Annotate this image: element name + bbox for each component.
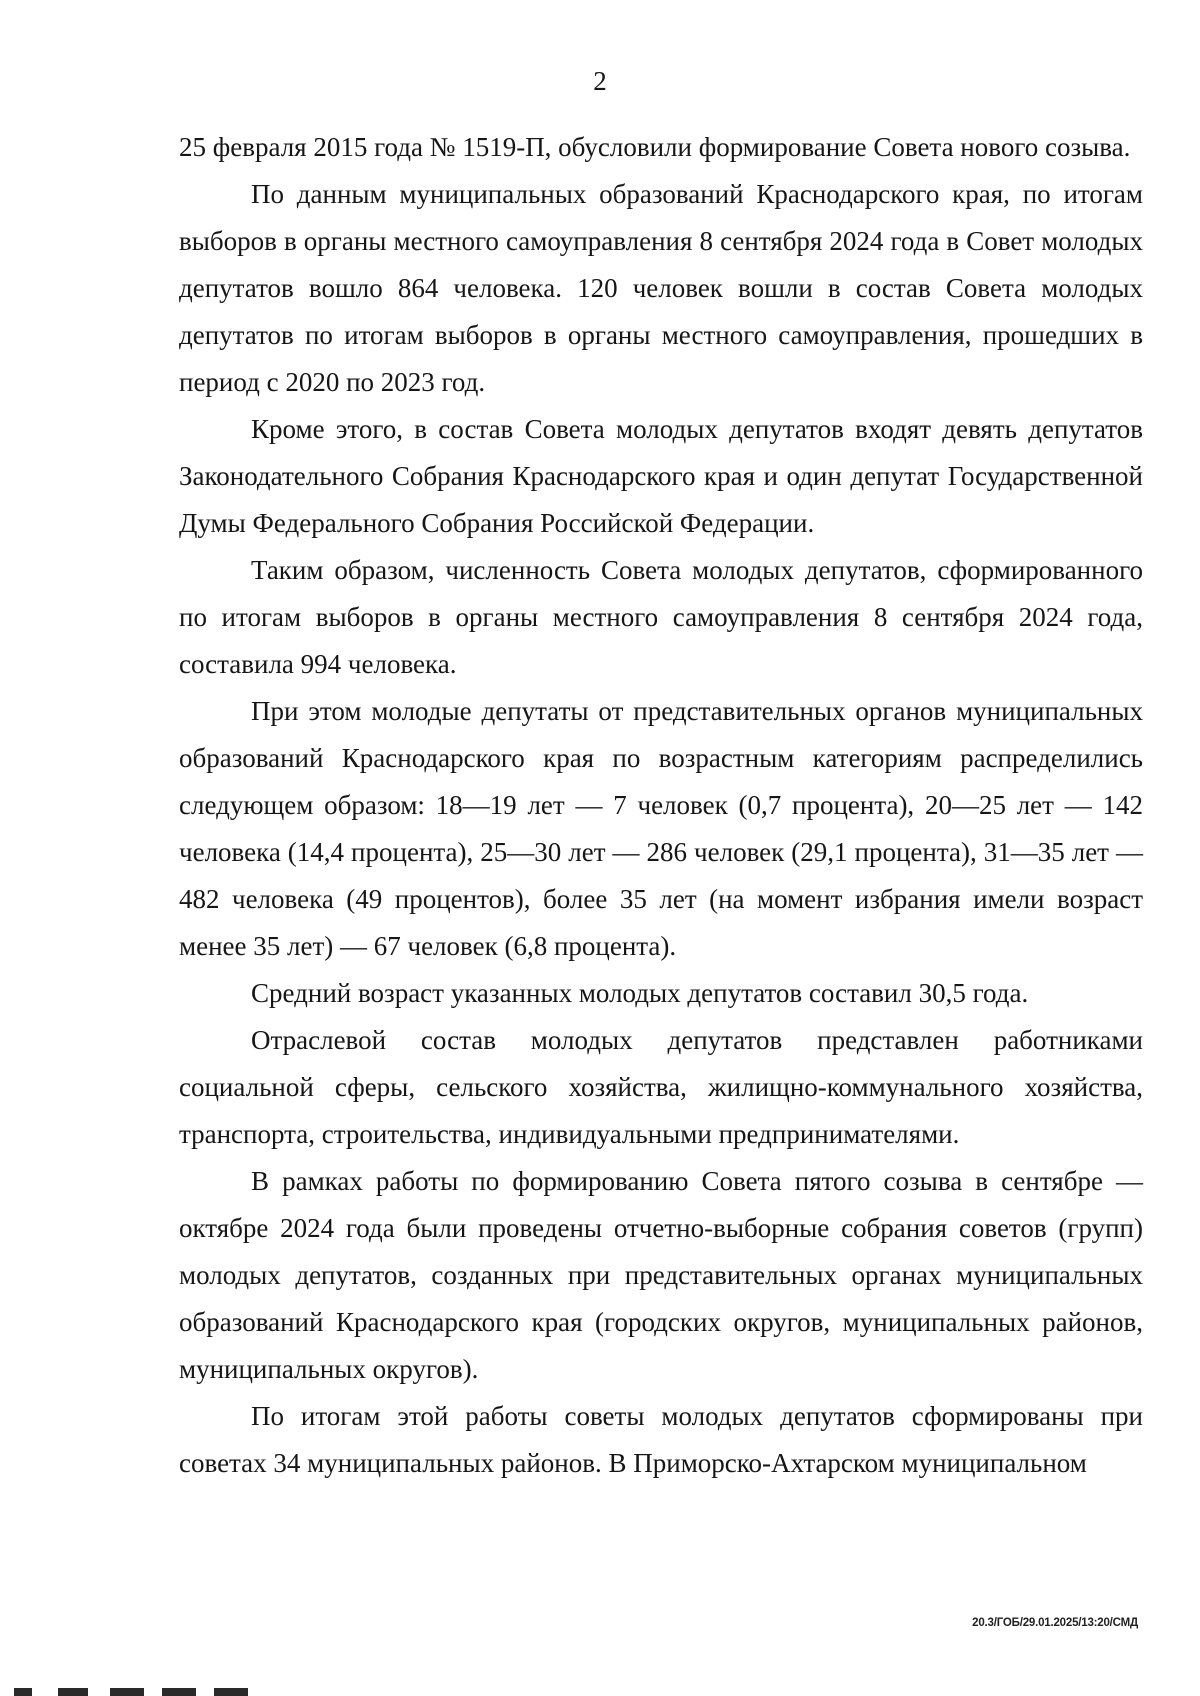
scan-mark: [214, 1688, 248, 1696]
document-registration-code: 20.3/ГОБ/29.01.2025/13:20/СМД: [972, 1617, 1138, 1629]
paragraph-councils-formed: По итогам этой работы советы молодых депутатов сформированы при советах 34 муниципальных районов. В Приморско-Ахтарском муниципальном: [179, 1401, 1143, 1478]
scan-edge-marks: [0, 1680, 300, 1696]
paragraph-continuation: 25 февраля 2015 года № 1519-П, обусловили формирование Совета нового созыва.: [179, 132, 1131, 162]
document-body: [179, 124, 1143, 1487]
paragraph-council-total: Таким образом, численность Совета молодых депутатов, сформированного по итогам выборов в органы местного самоуправления 8 сентября 2024 года, составила 994 человека.: [179, 555, 1143, 679]
paragraph-age-categories: При этом молодые депутаты от представительных органов муниципальных образований Краснодарского края по возрастным категориям распределились следующем образом: 18—19 лет — 7 человек (0,7 процента), 20—25 лет — 142 человека (14,4 процента), 25—30 лет — 286 человек (29,1 процента), 31—35 лет — 482 человека (49 процентов), более 35 лет (на момент избрания имели возраст менее 35 лет) — 67 человек (6,8 процента).: [179, 696, 1143, 961]
paragraph-election-meetings: В рамках работы по формированию Совета пятого созыва в сентябре — октябре 2024 года были проведены отчетно-выборные собрания советов (групп) молодых депутатов, созданных при представительных органах муниципальных образований Краснодарского края (городских округов, муниципальных районов, муниципальных округов).: [179, 1166, 1143, 1384]
paragraph-sector-composition: Отраслевой состав молодых депутатов представлен работниками социальной сферы, сельского хозяйства, жилищно-коммунального хозяйства, транспорта, строительства, индивидуальными предпринимателями.: [179, 1025, 1143, 1149]
scan-mark: [110, 1688, 144, 1696]
paragraph-election-results: По данным муниципальных образований Краснодарского края, по итогам выборов в органы местного самоуправления 8 сентября 2024 года в Совет молодых депутатов вошло 864 человека. 120 человек вошли в состав Совета молодых депутатов по итогам выборов в органы местного самоуправления, прошедших в период с 2020 по 2023 год.: [179, 179, 1143, 397]
paragraph-average-age: Средний возраст указанных молодых депутатов составил 30,5 года.: [251, 978, 1029, 1008]
scan-mark: [14, 1688, 32, 1696]
paragraph-council-composition: Кроме этого, в состав Совета молодых депутатов входят девять депутатов Законодательного Собрания Краснодарского края и один депутат Государственной Думы Федерального Собрания Российской Федерации.: [179, 414, 1143, 538]
scan-mark: [58, 1688, 88, 1696]
scan-mark: [162, 1688, 196, 1696]
page-number: 2: [593, 66, 607, 96]
